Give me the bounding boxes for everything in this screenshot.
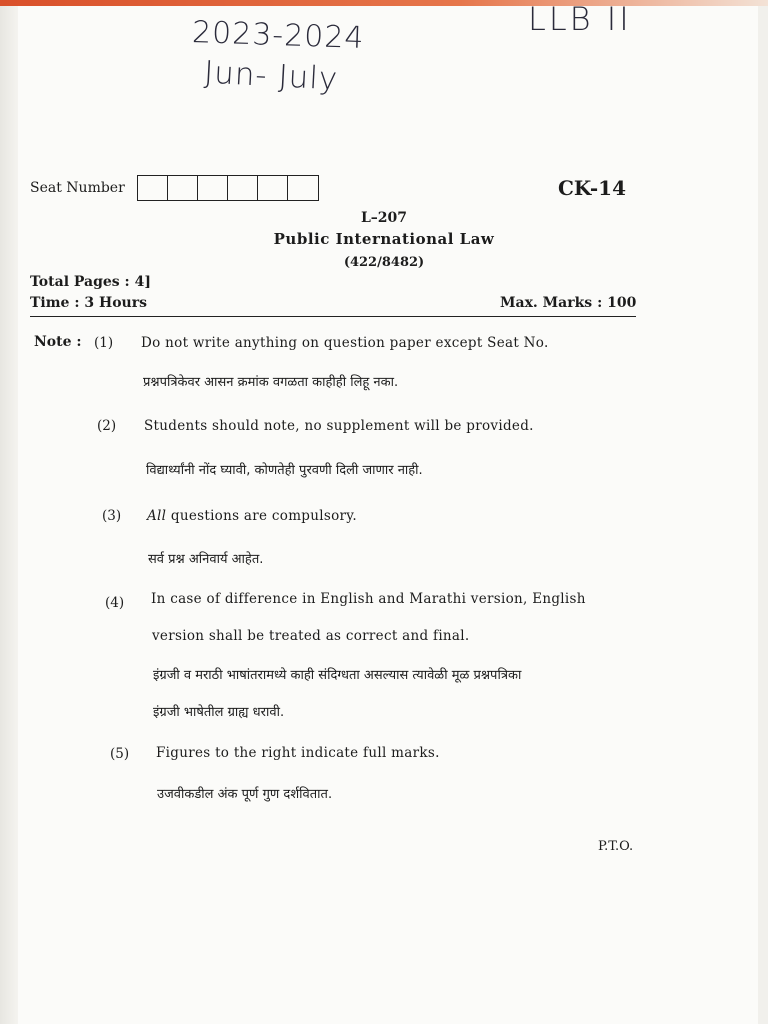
subject-title: Public International Law [273,230,495,248]
note-english-emphasis: All [147,508,167,524]
subject-numbers: (422/8482) [343,255,425,270]
handwritten-session: Jun- July [203,54,340,98]
handwritten-course: LLB II [528,0,632,38]
note-english-continued: version shall be treated as correct and final. [152,628,470,644]
note-number: (3) [102,508,122,524]
note-marathi: प्रश्नपत्रिकेवर आसन क्रमांक वगळता काहीही लिहू नका. [143,375,399,390]
exam-duration: Time : 3 Hours [30,295,147,311]
handwritten-year: 2023-2024 [191,15,366,56]
page-top-band [0,0,768,6]
note-english: Figures to the right indicate full marks. [156,745,440,761]
exam-page [18,0,758,1024]
note-number: (2) [97,418,117,434]
note-english: In case of difference in English and Marathi version, English [151,591,586,607]
note-marathi: उजवीकडील अंक पूर्ण गुण दर्शवितात. [157,787,333,802]
note-english: Students should note, no supplement will be provided. [144,418,534,434]
seat-box [288,176,318,200]
max-marks: Max. Marks : 100 [500,295,637,311]
note-marathi: इंग्रजी व मराठी भाषांतरामध्ये काही संदिग्धता असल्यास त्यावेळी मूळ प्रश्नपत्रिका [153,668,522,683]
paper-code: CK-14 [558,176,626,200]
seat-box [228,176,258,200]
note-marathi: विद्यार्थ्यांनी नोंद घ्यावी, कोणतेही पुरवणी दिली जाणार नाही. [146,463,423,478]
note-number: (5) [110,746,130,762]
note-number: (1) [94,335,114,351]
total-pages: Total Pages : 4] [30,274,151,290]
seat-box [198,176,228,200]
please-turn-over: P.T.O. [598,839,634,854]
seat-box [258,176,288,200]
note-english-line [147,508,357,524]
seat-number-row [30,175,319,201]
subject-code: L–207 [360,210,408,226]
note-marathi: सर्व प्रश्न अनिवार्य आहेत. [148,552,264,567]
note-number: (4) [105,595,125,611]
seat-number-boxes [137,175,319,201]
binding-edge [0,0,20,1024]
note-heading: Note : [34,334,82,350]
seat-box [138,176,168,200]
seat-box [168,176,198,200]
seat-number-label: Seat Number [30,180,125,196]
note-english: Do not write anything on question paper except Seat No. [141,335,549,351]
header-divider [30,316,636,317]
note-english: questions are compulsory. [166,508,357,524]
note-marathi-continued: इंग्रजी भाषेतील ग्राह्य धरावी. [153,705,285,720]
